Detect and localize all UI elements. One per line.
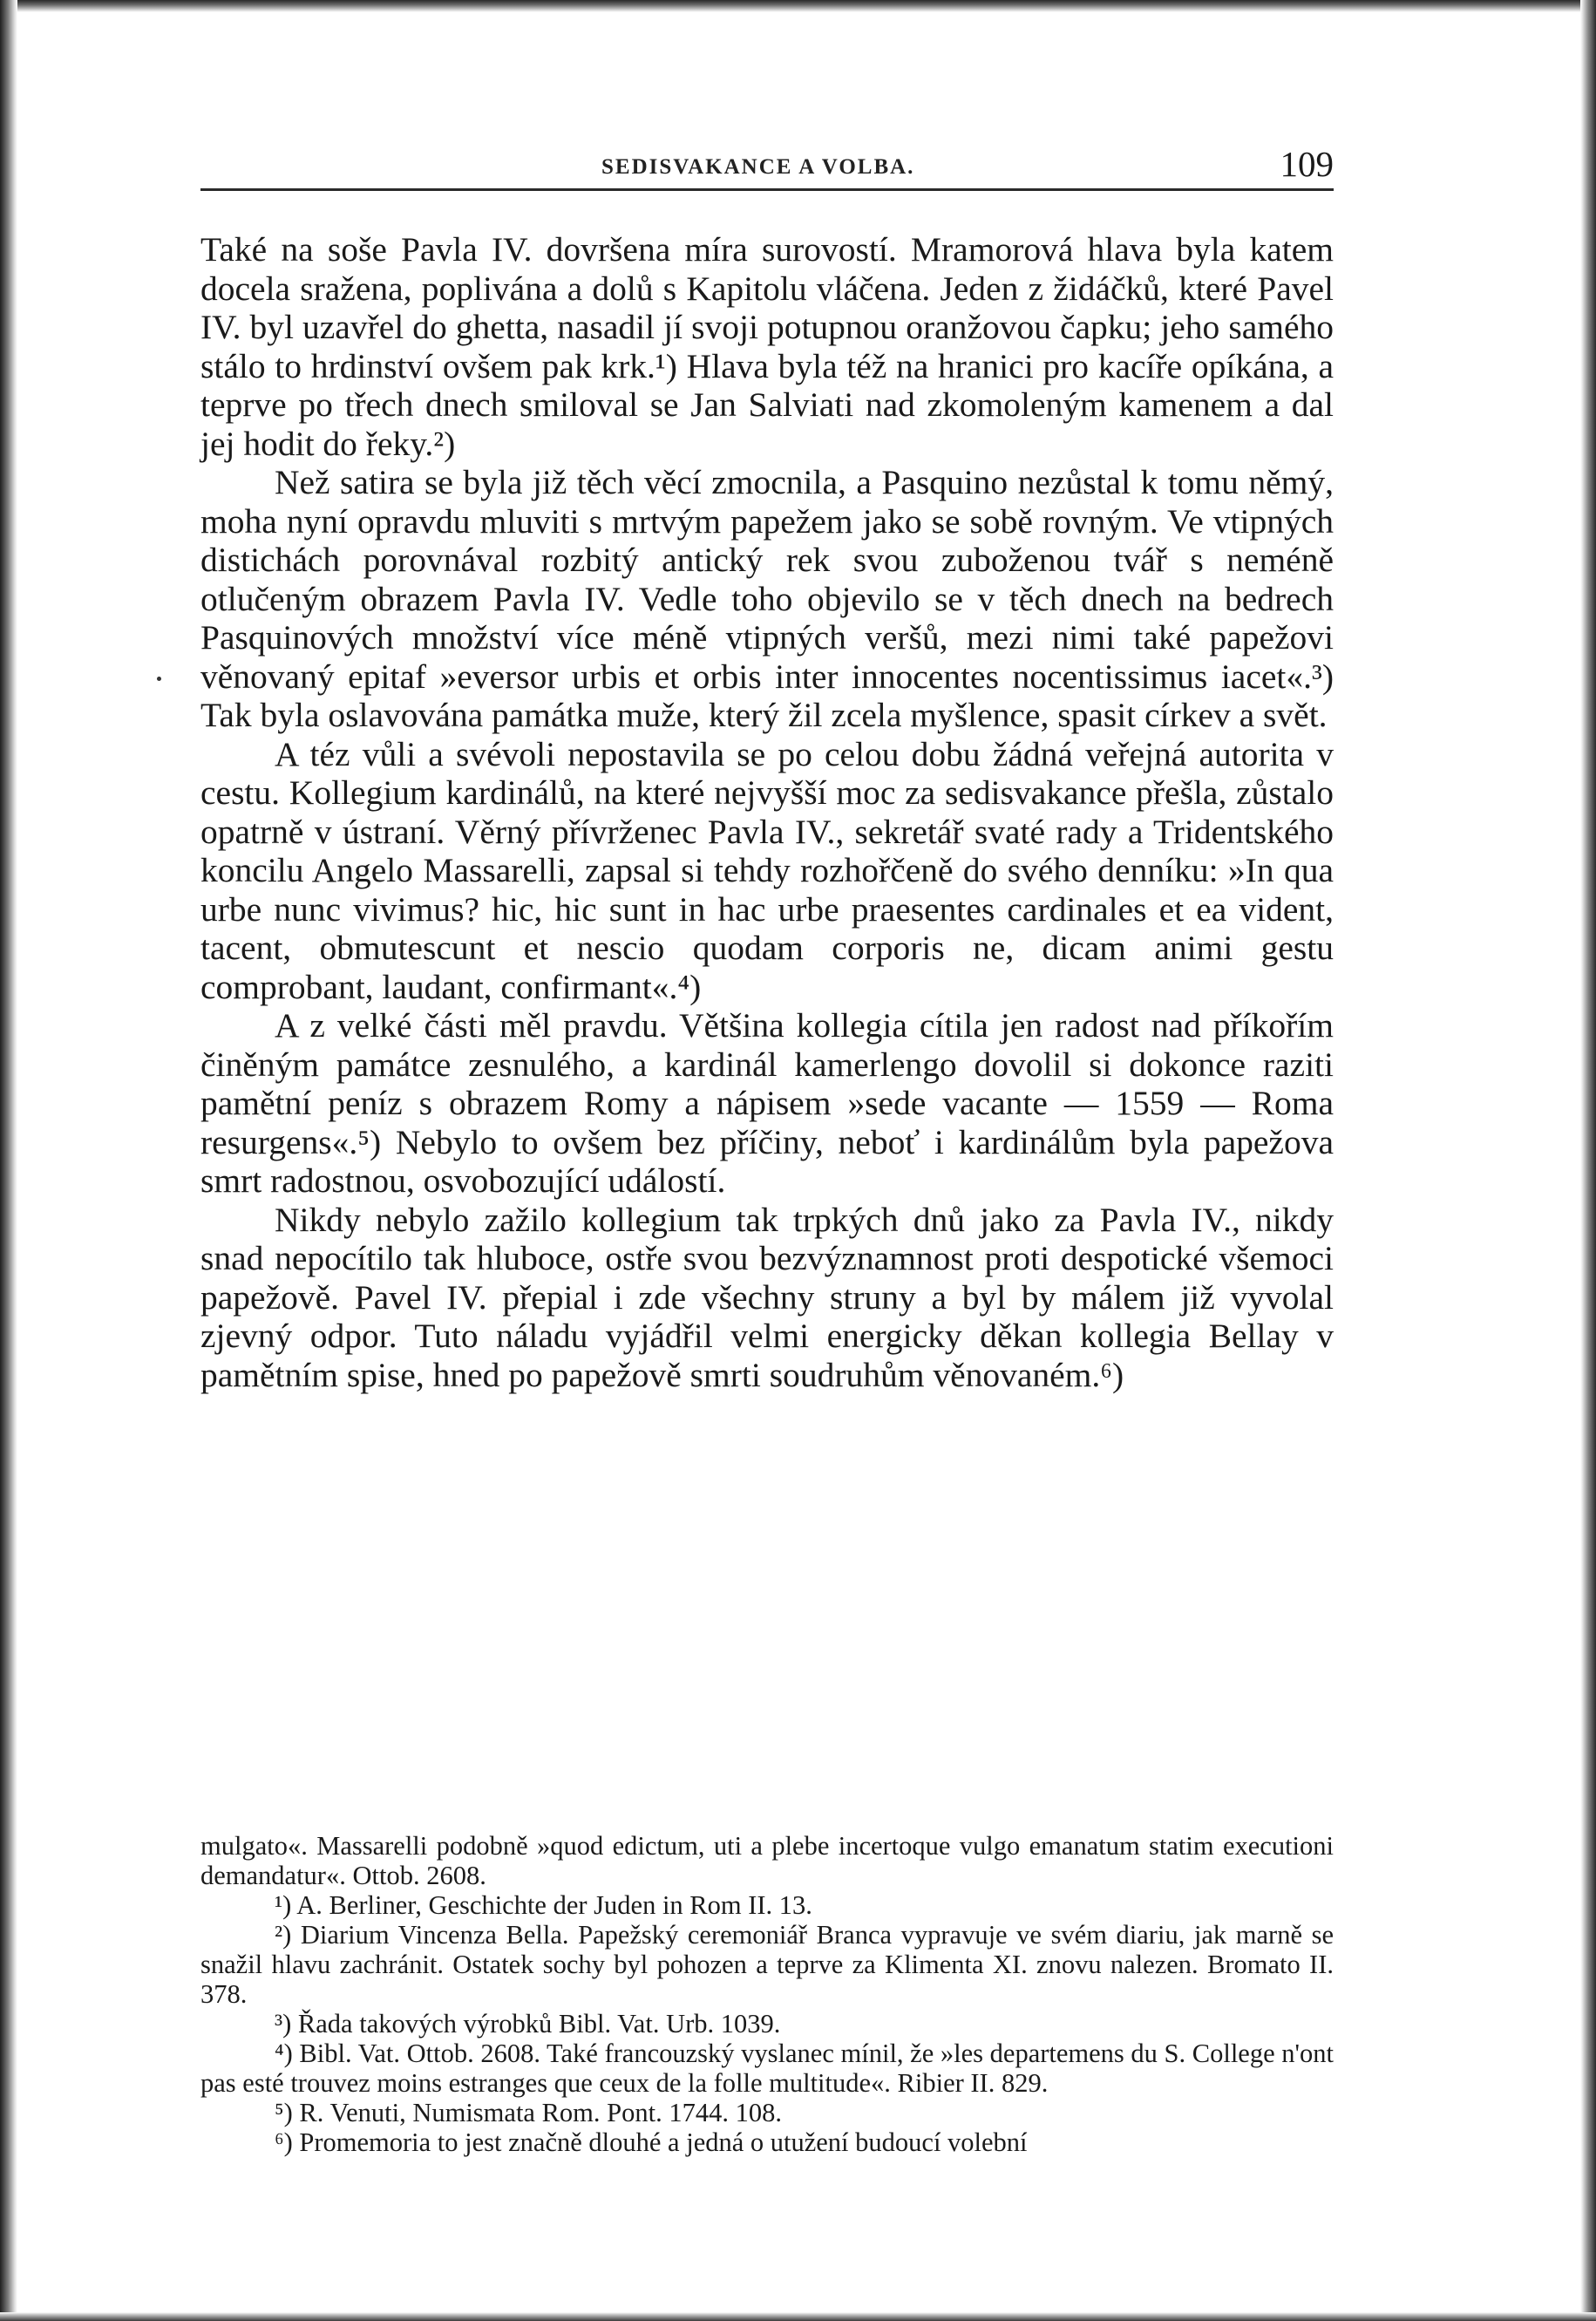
scan-speck [157, 677, 161, 681]
footnote: ⁵) R. Venuti, Numismata Rom. Pont. 1744. 108. [275, 2098, 782, 2127]
body-text [200, 230, 1334, 1394]
scan-edge-top [0, 0, 1596, 12]
paragraph: Než satira se byla již těch věcí zmocnila, a Pasquino nezůstal k tomu němý, moha nyní opravdu mluviti s mrtvým papežem jako se sobě rovným. Ve vtipných distichách porovnával rozbitý antický rek svou zuboženou tvář s neméně otlučeným obrazem Pavla IV. Vedle toho objevilo se v těch dnech na bedrech Pasquinových množství více méně vtipných veršů, mezi nimi také papežovi věnovaný epitaf »eversor urbis et orbis inter innocentes nocentissimus iacet«.³) Tak byla oslavována památka muže, který žil zcela myšlence, spasit církev a svět. [200, 463, 1334, 734]
scan-edge-bottom [0, 2312, 1596, 2321]
footnote-continuation: mulgato«. Massarelli podobně »quod edictum, uti a plebe incertoque vulgo emanatum statim executioni demandatur«. Ottob. 2608. [200, 1831, 1334, 1890]
paragraph: A téz vůli a svévoli nepostavila se po celou dobu žádná veřejná autorita v cestu. Kollegium kardinálů, na které nejvyšší moc za sedisvakance přešla, zůstalo opatrně v ústraní. Věrný přívrženec Pavla IV., sekretář svaté rady a Tridentského koncilu Angelo Massarelli, zapsal si tehdy rozhořčeně do svého denníku: »In qua urbe nunc vivimus? hic, hic sunt in hac urbe praesentes cardinales et ea vident, tacent, obmutescunt et nescio quodam corporis ne, dicam animi gestu comprobant, laudant, confirmant«.⁴) [200, 734, 1334, 1006]
footnote: ⁴) Bibl. Vat. Ottob. 2608. Také francouzský vyslanec mínil, že »les departemens du S. College n'ont pas esté trouvez moins estranges que ceux de la folle multitude«. Ribier II. 829. [200, 2039, 1334, 2098]
footnote: ²) Diarium Vincenza Bella. Papežský ceremoniář Branca vypravuje ve svém diariu, jak marně se snažil hlavu zachránit. Ostatek sochy byl pohozen a teprve za Klimenta XI. znovu nalezen. Bromato II. 378. [200, 1920, 1334, 2009]
running-title: SEDISVAKANCE A VOLBA. [601, 155, 915, 179]
footnote: ⁶) Promemoria to jest značně dlouhé a jedná o utužení budoucí volební [275, 2127, 1028, 2157]
page-number: 109 [1280, 144, 1334, 184]
footnotes [200, 1831, 1334, 2157]
footnote: ³) Řada takových výrobků Bibl. Vat. Urb. 1039. [275, 2009, 781, 2039]
page-header [200, 140, 1334, 188]
scan-edge-left [0, 0, 17, 2321]
paragraph: Nikdy nebylo zažilo kollegium tak trpkých dnů jako za Pavla IV., nikdy snad nepocítilo tak hluboce, ostře svou bezvýznamnost proti despotické všemoci papežově. Pavel IV. přepial i zde všechny struny a byl by málem již vyvolal zjevný odpor. Tuto náladu vyjádřil velmi energicky děkan kollegia Bellay v pamětním spise, hned po papežově smrti soudruhům věnovaném.⁶) [200, 1200, 1334, 1394]
paragraph: Také na soše Pavla IV. dovršena míra surovostí. Mramorová hlava byla katem docela sražena, poplivána a dolů s Kapitolu vláčena. Jeden z židáčků, které Pavel IV. byl uzavřel do ghetta, nasadil jí svoji potupnou oranžovou čapku; jeho samého stálo to hrdinství ovšem pak krk.¹) Hlava byla též na hranici pro kacíře opíkána, a teprve po třech dnech smiloval se Jan Salviati nad zkomoleným kamenem a dal jej hodit do řeky.²) [200, 230, 1334, 463]
scan-edge-right [1580, 0, 1596, 2321]
header-rule [200, 188, 1334, 191]
paragraph: A z velké části měl pravdu. Většina kollegia cítila jen radost nad příkořím činěným památce zesnulého, a kardinál kamerlengo dovolil si dokonce raziti pamětní peníz s obrazem Romy a nápisem »sede vacante — 1559 — Roma resurgens«.⁵) Nebylo to ovšem bez příčiny, neboť i kardinálům byla papežova smrt radostnou, osvobozující událostí. [200, 1006, 1334, 1200]
footnote: ¹) A. Berliner, Geschichte der Juden in Rom II. 13. [275, 1890, 812, 1920]
book-page [200, 140, 1334, 2157]
